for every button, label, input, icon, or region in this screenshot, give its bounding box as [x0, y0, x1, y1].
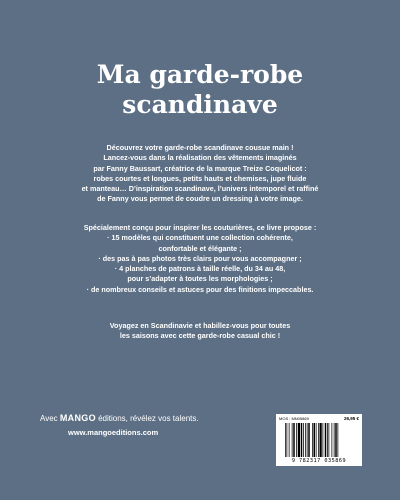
- publisher-tagline: [40, 412, 199, 425]
- text-line: · des pas à pas photos très clairs pour vous accompagner ;: [98, 253, 302, 263]
- text-line: de Fanny vous permet de coudre un dressing à votre image.: [97, 194, 303, 204]
- barcode-header: [279, 416, 359, 421]
- publisher-logo: MANGO: [59, 413, 96, 423]
- barcode-label: [276, 414, 362, 466]
- book-title-line-2: scandinave: [122, 90, 278, 119]
- text-line: robes courtes et longues, petits hauts et chemises, jupe fluide: [93, 173, 307, 183]
- text-line: les saisons avec cette garde-robe casual chic !: [119, 331, 281, 341]
- publisher-suffix: éditions, révélez vos talents.: [95, 414, 199, 423]
- text-line: Spécialement conçu pour inspirer les couturières, ce livre propose :: [83, 223, 317, 232]
- book-title-line-1: Ma garde-robe: [96, 60, 304, 89]
- publisher-prefix: Avec: [40, 414, 60, 423]
- text-line: Voyagez en Scandinavie et habillez-vous pour toutes: [109, 321, 291, 330]
- text-line: · de nombreux conseils et astuces pour des finitions impeccables.: [86, 284, 314, 294]
- features-paragraph: [30, 223, 370, 295]
- text-line: par Fanny Baussart, créatrice de la marque Treize Coquelicot :: [93, 163, 307, 173]
- isbn-number: 9 782317 035869: [291, 458, 347, 464]
- price: 26,95 €: [343, 416, 359, 421]
- book-title: [0, 60, 400, 120]
- barcode-icon: [284, 423, 354, 457]
- product-code: MOS : MN05869: [279, 416, 309, 421]
- closing-paragraph: [30, 321, 370, 342]
- text-line: pour s’adapter à toutes les morphologies ;: [127, 274, 273, 284]
- text-line: Découvrez votre garde-robe scandinave cousue main !: [106, 143, 294, 152]
- text-line: · 15 modèles qui constituent une collection cohérente,: [107, 233, 293, 243]
- publisher-block: [40, 412, 199, 439]
- text-line: confortable et élégante ;: [158, 243, 242, 253]
- text-line: Lancez-vous dans la réalisation des vêtements imaginés: [103, 153, 297, 163]
- publisher-website: www.mangoeditions.com: [68, 428, 159, 437]
- intro-paragraph: [30, 143, 370, 205]
- text-line: · 4 planches de patrons à taille réelle, du 34 au 48,: [114, 264, 286, 274]
- text-line: et manteau… D’inspiration scandinave, l’univers intemporel et raffiné: [81, 184, 319, 194]
